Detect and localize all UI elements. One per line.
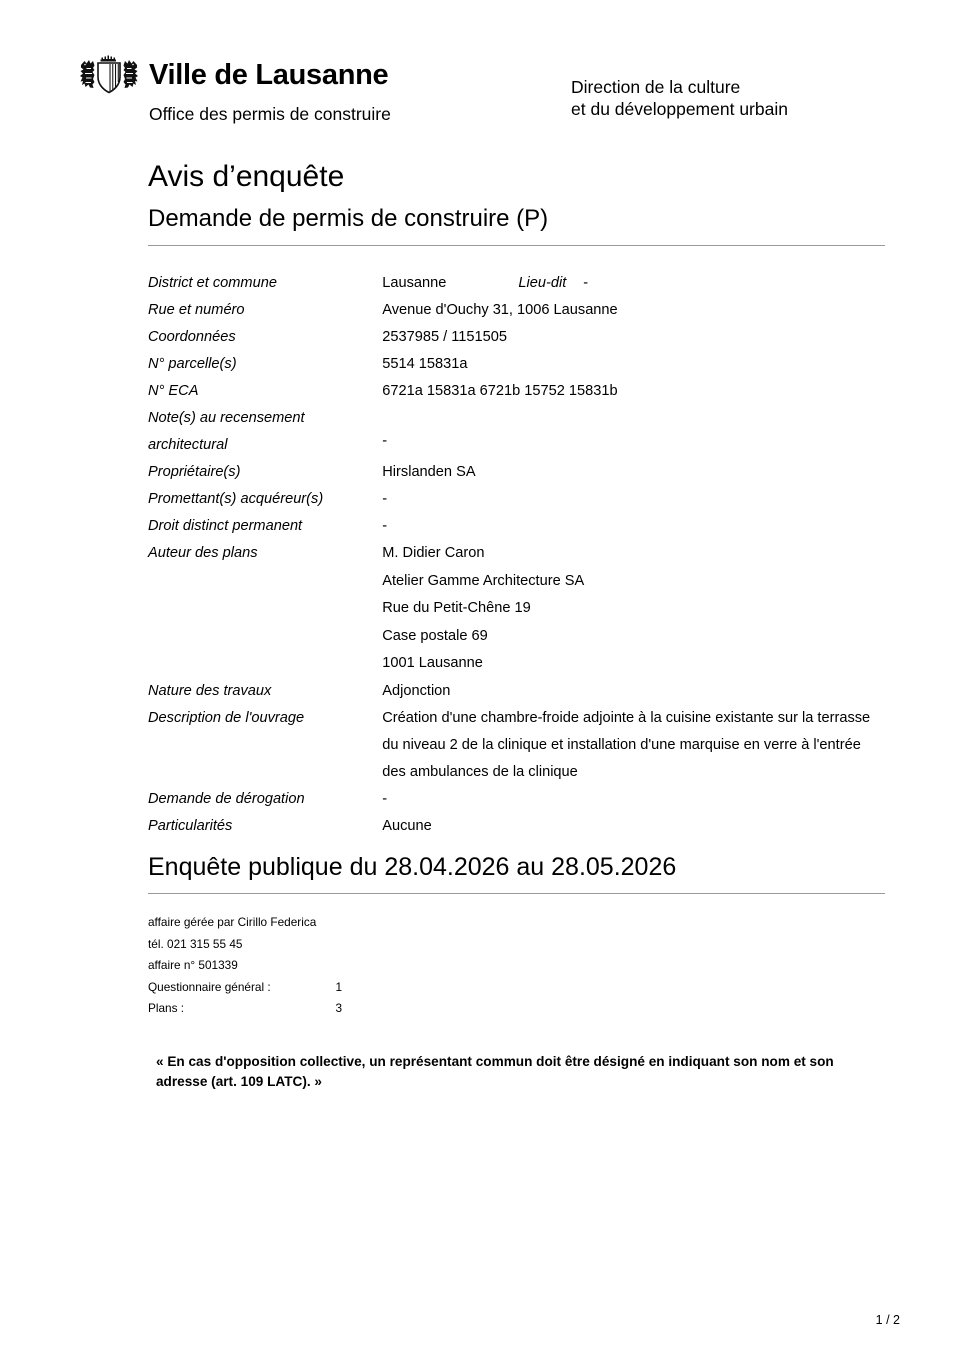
- field-value-eca: 6721a 15831a 6721b 15752 15831b: [382, 383, 618, 399]
- field-value-description: Création d'une chambre-froide adjointe à la cuisine existante sur la terrasse du niveau 2 de la clinique et installation d'une marquise en verre à l'entrée des ambulances de la clinique: [382, 709, 871, 780]
- field-label-lieudit: Lieu-dit: [518, 275, 567, 291]
- lausanne-coat-of-arms-icon: [78, 53, 140, 97]
- field-label-proprietaire: Propriétaire(s): [148, 464, 241, 480]
- table-row: [148, 405, 885, 459]
- questionnaire-label: Questionnaire général :: [148, 979, 271, 994]
- brand-top-row: [78, 52, 548, 98]
- brand-subtitle: Office des permis de construire: [149, 104, 391, 124]
- plans-count: 3: [335, 1001, 342, 1015]
- brand-block: [78, 52, 548, 125]
- field-label-district: District et commune: [148, 275, 277, 291]
- table-row: [148, 786, 885, 813]
- department-block: [571, 76, 788, 121]
- application-details-table: [148, 270, 885, 840]
- table-row: [148, 297, 885, 324]
- admin-info-block: [148, 912, 548, 1020]
- department-line-2: et du développement urbain: [571, 99, 788, 120]
- field-value-lieudit: -: [583, 275, 589, 291]
- table-row: [148, 705, 885, 786]
- page-title: Avis d’enquête: [148, 160, 345, 193]
- field-label-eca: N° ECA: [148, 383, 199, 399]
- table-row: [148, 270, 885, 297]
- field-label-note-recensement: [148, 405, 382, 459]
- table-row: [148, 540, 885, 678]
- document-header: [0, 52, 970, 132]
- field-value-particularites: Aucune: [382, 817, 432, 834]
- divider-top: [148, 245, 885, 246]
- field-value-promettant: -: [382, 491, 388, 507]
- field-label-promettant: Promettant(s) acquéreur(s): [148, 491, 324, 507]
- admin-case-manager: affaire gérée par Cirillo Federica: [148, 915, 317, 929]
- field-label-description: Description de l'ouvrage: [148, 709, 305, 726]
- field-label-coordonnees: Coordonnées: [148, 329, 236, 345]
- field-label-derogation: Demande de dérogation: [148, 790, 305, 807]
- note-label-line-2: architectural: [148, 437, 228, 453]
- department-line-1: Direction de la culture: [571, 77, 741, 97]
- page-subtitle: Demande de permis de construire (P): [148, 204, 549, 232]
- field-value-proprietaire: Hirslanden SA: [382, 464, 476, 480]
- field-label-auteur-plans: Auteur des plans: [148, 545, 258, 561]
- field-value-parcelle: 5514 15831a: [382, 356, 468, 372]
- field-label-droit-distinct: Droit distinct permanent: [148, 518, 303, 534]
- field-value-nature-travaux: Adjonction: [382, 682, 451, 699]
- admin-plans-count: [148, 998, 548, 1020]
- author-line: Case postale 69: [382, 627, 488, 644]
- table-row: [148, 459, 885, 486]
- field-value-droit-distinct: -: [382, 518, 388, 534]
- field-value-note-recensement: -: [382, 433, 388, 449]
- field-label-rue: Rue et numéro: [148, 302, 245, 318]
- field-label-parcelle: N° parcelle(s): [148, 356, 237, 372]
- page-number: 1 / 2: [875, 1313, 900, 1327]
- enquete-publique-heading: Enquête publique du 28.04.2026 au 28.05.2026: [148, 853, 677, 881]
- field-label-particularites: Particularités: [148, 817, 233, 834]
- author-line: 1001 Lausanne: [382, 655, 483, 671]
- field-label-nature-travaux: Nature des travaux: [148, 682, 272, 699]
- table-row: [148, 351, 885, 378]
- field-value-district: [382, 270, 885, 297]
- author-line: M. Didier Caron: [382, 545, 485, 561]
- table-row: [148, 513, 885, 540]
- author-line: Atelier Gamme Architecture SA: [382, 572, 585, 589]
- table-row: [148, 678, 885, 705]
- table-row: [148, 324, 885, 351]
- admin-case-number: affaire n° 501339: [148, 958, 238, 972]
- brand-name: Ville de Lausanne: [149, 58, 389, 91]
- author-line: Rue du Petit-Chêne 19: [382, 600, 531, 616]
- table-row: [148, 486, 885, 513]
- admin-questionnaire-count: [148, 977, 548, 999]
- plans-label: Plans :: [148, 1001, 185, 1015]
- note-label-line-1: Note(s) au recensement: [148, 410, 305, 426]
- field-value-rue: Avenue d'Ouchy 31, 1006 Lausanne: [382, 302, 618, 318]
- questionnaire-count: 1: [335, 979, 342, 994]
- table-row: [148, 378, 885, 405]
- field-value-auteur-plans: [382, 540, 885, 678]
- legal-notice: « En cas d'opposition collective, un représentant commun doit être désigné en indiquant son nom et son adresse (art. 109 LATC). »: [156, 1054, 834, 1089]
- title-block: [148, 160, 885, 234]
- field-value-coordonnees: 2537985 / 1151505: [382, 329, 507, 345]
- admin-telephone: tél. 021 315 55 45: [148, 936, 243, 951]
- table-row: [148, 813, 885, 840]
- divider-middle: [148, 893, 885, 894]
- district-value-text: Lausanne: [382, 275, 447, 291]
- field-value-derogation: -: [382, 790, 388, 807]
